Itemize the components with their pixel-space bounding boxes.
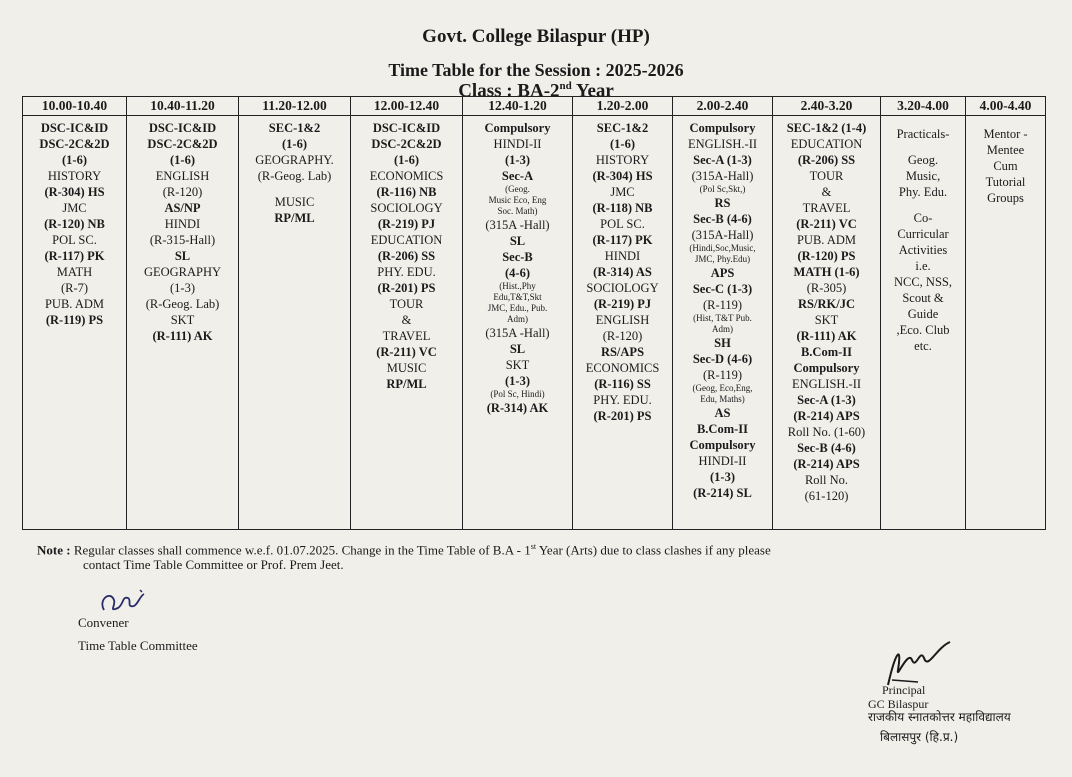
period-body-row [23, 116, 1046, 530]
cell-line: (R-305) [806, 281, 847, 295]
cell-line: (315A -Hall) [485, 326, 550, 340]
cell-line: MATH [56, 265, 93, 279]
cell-line: SEC-1&2 [268, 121, 321, 135]
period-cell [23, 116, 127, 530]
cell-line: (4-6) [505, 266, 530, 280]
cell-line: (R-Geog. Lab) [257, 169, 332, 183]
cell-line: (1-6) [394, 153, 419, 167]
cell-line: DSC-IC&ID [372, 121, 441, 135]
cell-line: ,Eco. Club [896, 323, 950, 337]
cell-line: Sec-A (1-3) [797, 393, 856, 407]
cell-line: (R-120) NB [44, 217, 105, 231]
cell-line: (315A -Hall) [485, 218, 550, 232]
cell-line: (1-6) [610, 137, 635, 151]
cell-line: ENGLISH [595, 313, 650, 327]
cell-line: (315A-Hall) [691, 169, 754, 183]
cell-line: & [821, 185, 832, 199]
cell-line: EDUCATION [790, 137, 863, 151]
cell-line: Activities [898, 243, 948, 257]
cell-line: (1-6) [62, 153, 87, 167]
cell-line: DSC-2C&2D [147, 137, 218, 151]
cell-line: B.Com-II [696, 422, 749, 436]
cell-line: (R-117) PK [592, 233, 653, 247]
cell-line: (61-120) [804, 489, 849, 503]
cell-line: (R-119) PS [45, 313, 104, 327]
cell-line: Sec-C (1-3) [692, 282, 753, 296]
cell-line: (R-117) PK [44, 249, 105, 263]
cell-line: (R-118) NB [592, 201, 653, 215]
cell-line: RS/RK/JC [798, 297, 855, 311]
cell-line: (1-3) [505, 153, 530, 167]
cell-line: ECONOMICS [369, 169, 444, 183]
cell-line: Music, [905, 169, 941, 183]
cell-line: SL [509, 342, 526, 356]
period-cell-lines [882, 120, 964, 354]
cell-line: (Geog, Eco,Eng, [692, 383, 753, 393]
cell-line: Sec-D (4-6) [692, 352, 753, 366]
cell-line: (R-111) AK [152, 329, 213, 343]
cell-line: TOUR [389, 297, 424, 311]
period-header: 3.20-4.00 [881, 97, 966, 116]
period-header: 2.40-3.20 [773, 97, 881, 116]
period-header: 10.00-10.40 [23, 97, 127, 116]
cell-line: (R-201) PS [377, 281, 436, 295]
cell-line: (R-211) VC [796, 217, 857, 231]
cell-line: NCC, NSS, [893, 275, 952, 289]
cell-line: SEC-1&2 [596, 121, 649, 135]
cell-line: (R-214) SL [693, 486, 752, 500]
principal-label: Principal [882, 683, 926, 697]
cell-line: (R-211) VC [376, 345, 437, 359]
cell-line: Groups [987, 191, 1024, 205]
cell-line: (1-6) [170, 153, 195, 167]
period-header: 1.20-2.00 [573, 97, 673, 116]
cell-line: Curricular [897, 227, 949, 241]
note-line2: contact Time Table Committee or Prof. Prem Jeet. [83, 557, 344, 572]
cell-line: AS [714, 406, 731, 420]
cell-line: RP/ML [386, 377, 427, 391]
convener-signature [96, 586, 156, 618]
cell-line: Edu,T&T,Skt [493, 292, 542, 302]
cell-line: (R-314) AS [593, 265, 652, 279]
cell-line: JMC [610, 185, 635, 199]
period-header-row [23, 97, 1046, 116]
cell-line: POL SC. [52, 233, 97, 247]
cell-line: Phy. Edu. [898, 185, 948, 199]
cell-line: HISTORY [47, 169, 102, 183]
cell-line: PUB. ADM [796, 233, 857, 247]
session-title: Time Table for the Session : 2025-2026 [388, 60, 684, 80]
cell-line: Sec-A (1-3) [693, 153, 752, 167]
cell-line: (R-111) AK [796, 329, 857, 343]
cell-line: RS/APS [600, 345, 645, 359]
cell-line: (Geog. [505, 184, 530, 194]
cell-line: (R-116) SS [594, 377, 651, 391]
cell-line: B.Com-II [800, 345, 853, 359]
cell-line: Mentor - [983, 127, 1028, 141]
cell-line: Scout & [902, 291, 944, 305]
period-header: 2.00-2.40 [673, 97, 773, 116]
cell-line: DSC-IC&ID [148, 121, 217, 135]
cell-line: Soc. Math) [497, 206, 538, 216]
cell-line: SOCIOLOGY [370, 201, 443, 215]
cell-line: Mentee [986, 143, 1025, 157]
cell-line: Sec-B [502, 250, 533, 264]
convener-label: Convener [78, 615, 129, 630]
cell-line: (1-3) [710, 470, 735, 484]
cell-line: (R-219) PJ [377, 217, 436, 231]
cell-line: DSC-2C&2D [371, 137, 442, 151]
period-cell [127, 116, 239, 530]
cell-line: Roll No. [804, 473, 849, 487]
cell-line: JMC, Phy.Edu) [694, 254, 751, 264]
cell-line: Compulsory [793, 361, 860, 375]
period-cell [573, 116, 673, 530]
note-label: Note : [37, 542, 71, 558]
cell-line: TOUR [809, 169, 844, 183]
cell-line: (R-304) HS [592, 169, 653, 183]
period-cell [881, 116, 966, 530]
cell-line: (R-120) [602, 329, 643, 343]
timetable [22, 96, 1046, 530]
college-title: Govt. College Bilaspur (HP) [422, 26, 650, 47]
cell-line: (R-304) HS [44, 185, 105, 199]
period-cell [673, 116, 773, 530]
class-sup: nd [559, 80, 572, 92]
stamp-line2: बिलासपुर (हि.प्र.) [880, 730, 959, 744]
cell-line: Sec-A [501, 169, 534, 183]
cell-line: Adm) [712, 324, 733, 334]
cell-line: (R-116) NB [376, 185, 437, 199]
cell-line: & [401, 313, 412, 327]
period-cell-lines [352, 120, 461, 392]
cell-line: (R-206) SS [797, 153, 856, 167]
cell-line: SEC-1&2 (1-4) [786, 121, 867, 135]
period-header: 12.00-12.40 [351, 97, 463, 116]
cell-line: Cum [993, 159, 1018, 173]
cell-line: DSC-2C&2D [39, 137, 110, 151]
cell-line: ENGLISH.-II [687, 137, 758, 151]
committee-label: Time Table Committee [78, 638, 198, 653]
cell-line: PHY. EDU. [593, 393, 652, 407]
cell-line: SKT [170, 313, 195, 327]
cell-line: SL [174, 249, 191, 263]
cell-line: (R-214) APS [793, 409, 860, 423]
cell-line: (1-6) [282, 137, 307, 151]
cell-line: POL SC. [600, 217, 645, 231]
period-cell [463, 116, 573, 530]
cell-line: HINDI-II [493, 137, 542, 151]
cell-line: Practicals- [896, 127, 950, 141]
cell-line: i.e. [915, 259, 931, 273]
cell-line: Roll No. (1-60) [787, 425, 866, 439]
cell-line: (315A-Hall) [691, 228, 754, 242]
cell-line: SKT [505, 358, 530, 372]
cell-line: ENGLISH [155, 169, 210, 183]
cell-line: JMC, Edu., Pub. [487, 303, 548, 313]
cell-line: APS [710, 266, 735, 280]
cell-line: HISTORY [595, 153, 650, 167]
cell-line: HINDI [164, 217, 201, 231]
cell-line: Compulsory [484, 121, 551, 135]
cell-line: RS [714, 196, 731, 210]
note [37, 539, 1047, 558]
cell-line: RP/ML [274, 211, 315, 225]
cell-line: SOCIOLOGY [586, 281, 659, 295]
cell-line: (1-3) [170, 281, 195, 295]
cell-line: (R-315-Hall) [149, 233, 216, 247]
cell-line: (R-219) PJ [593, 297, 652, 311]
cell-line: (R-120) PS [797, 249, 856, 263]
period-cell-lines [24, 120, 125, 328]
period-cell-lines [574, 120, 671, 424]
cell-line: (R-214) APS [793, 457, 860, 471]
cell-line: (R-206) SS [377, 249, 436, 263]
class-suffix: Year [571, 80, 614, 102]
cell-line: Guide [907, 307, 939, 321]
cell-line: (R-119) [702, 368, 743, 382]
note-text2: Year (Arts) due to class clashes if any please [536, 542, 771, 558]
period-cell-lines [240, 120, 349, 226]
cell-line: SL [509, 234, 526, 248]
cell-line: ENGLISH.-II [791, 377, 862, 391]
cell-line: SKT [814, 313, 839, 327]
cell-line: Edu, Maths) [700, 394, 745, 404]
cell-line: SH [714, 336, 731, 350]
cell-line: PHY. EDU. [377, 265, 436, 279]
cell-line: Sec-B (4-6) [693, 212, 752, 226]
cell-line: HINDI [604, 249, 641, 263]
note-sup: st [530, 542, 537, 551]
cell-line: (Hist.,Phy [499, 281, 536, 291]
cell-line: Compulsory [689, 438, 756, 452]
period-cell [966, 116, 1046, 530]
cell-line: MATH (1-6) [793, 265, 860, 279]
period-cell-lines [967, 120, 1044, 206]
cell-line: (Pol Sc, Hindi) [490, 389, 545, 399]
period-cell-lines [128, 120, 237, 344]
class-prefix: Class : BA-2 [458, 80, 560, 102]
cell-line: DSC-IC&ID [40, 121, 109, 135]
cell-line: MUSIC [386, 361, 427, 375]
cell-line: Adm) [507, 314, 528, 324]
note-text: Regular classes shall commence w.e.f. 01.07.2025. Change in the Time Table of B.A - 1 [70, 542, 531, 558]
cell-line: (Hist, T&T Pub. [693, 313, 752, 323]
cell-line: (R-Geog. Lab) [145, 297, 220, 311]
cell-line: AS/NP [164, 201, 201, 215]
period-header: 12.40-1.20 [463, 97, 573, 116]
cell-line: TRAVEL [802, 201, 851, 215]
cell-line: (R-120) [162, 185, 203, 199]
period-cell-lines [774, 120, 879, 504]
cell-line: Compulsory [689, 121, 756, 135]
cell-line: Sec-B (4-6) [797, 441, 856, 455]
cell-line: TRAVEL [382, 329, 431, 343]
cell-line: (Pol Sc,Skt,) [699, 184, 746, 194]
cell-line: (R-314) AK [486, 401, 549, 415]
period-cell [351, 116, 463, 530]
period-header: 10.40-11.20 [127, 97, 239, 116]
cell-line: MUSIC [274, 195, 315, 209]
cell-line: GEOGRAPHY. [255, 153, 334, 167]
stamp-line1: राजकीय स्नातकोत्तर महाविद्यालय [868, 710, 1011, 724]
cell-line: Geog. [907, 153, 939, 167]
cell-line: Music Eco, Eng [488, 195, 547, 205]
cell-line: ECONOMICS [585, 361, 660, 375]
period-cell-lines [674, 120, 771, 501]
cell-line: (R-201) PS [593, 409, 652, 423]
cell-line: etc. [914, 339, 932, 353]
cell-line: JMC [62, 201, 87, 215]
period-cell-lines [464, 120, 571, 416]
cell-line: (Hindi,Soc,Music, [689, 243, 756, 253]
period-cell [773, 116, 881, 530]
period-header: 11.20-12.00 [239, 97, 351, 116]
college-short: GC Bilaspur [868, 697, 929, 711]
cell-line: Tutorial [985, 175, 1026, 189]
cell-line: EDUCATION [370, 233, 443, 247]
cell-line: GEOGRAPHY [143, 265, 222, 279]
cell-line: HINDI-II [698, 454, 747, 468]
cell-line: (R-119) [702, 298, 743, 312]
cell-line: (1-3) [505, 374, 530, 388]
cell-line: (R-7) [60, 281, 89, 295]
cell-line: PUB. ADM [44, 297, 105, 311]
period-header: 4.00-4.40 [966, 97, 1046, 116]
period-cell [239, 116, 351, 530]
cell-line: Co- [913, 211, 933, 225]
